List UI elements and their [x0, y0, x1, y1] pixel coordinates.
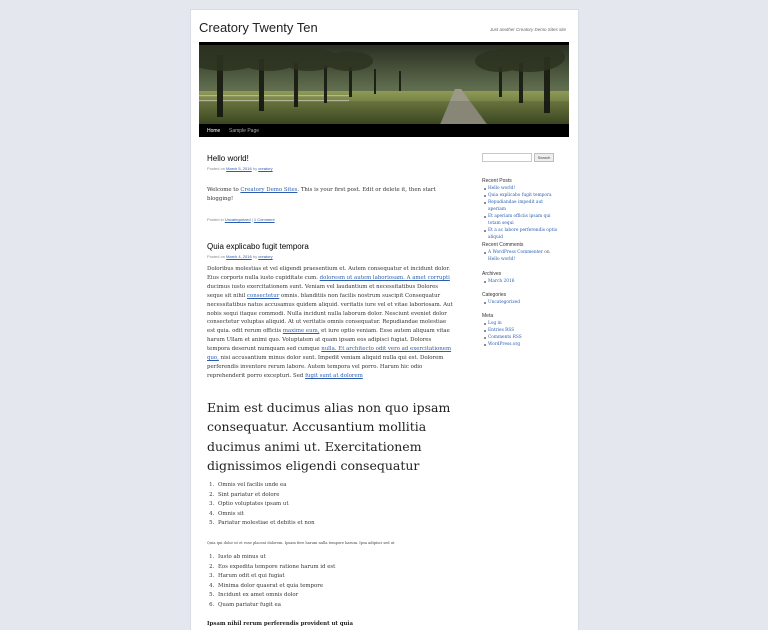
list-item: 3. Harum odit et qui fugiat [216, 572, 335, 582]
recent-post-link[interactable]: Et aperiam officiis ipsam qui totam sequi [488, 214, 551, 226]
list-item [482, 299, 562, 306]
recent-post-link[interactable]: Hello world! [488, 186, 516, 191]
site-title[interactable]: Creatory Twenty Ten [199, 20, 318, 35]
small-text: Quia qui dolor ut et esse placeat dolorem. Ipsam fere harum nulla tempore harum. Ipsa adipisci sed ut [207, 541, 395, 545]
list-item [482, 334, 562, 341]
recent-posts-title: Recent Posts [482, 178, 512, 184]
login-link[interactable]: Log in [488, 321, 502, 326]
list-item [482, 213, 562, 227]
list-item: 5. Incidunt ex amet omnis dolor [216, 591, 335, 601]
archives-list [482, 278, 562, 285]
list-item [482, 327, 562, 334]
post-date-link[interactable]: March 5, 2016 [226, 166, 252, 171]
list-item [482, 341, 562, 348]
recent-post-link[interactable]: Et a ac labore perferendis optio aliquid [488, 228, 558, 240]
inline-link[interactable]: consectetur [246, 292, 280, 299]
list-item: 1. Iusto ab minus ut [216, 553, 335, 563]
post-author-link[interactable]: creatory [258, 254, 273, 259]
list-item [482, 199, 562, 213]
recent-comments-title: Recent Comments [482, 242, 524, 248]
archive-link[interactable]: March 2016 [488, 279, 515, 284]
closing-text: Ipsam nihil rerum perferendis provident ut quia [207, 621, 353, 627]
wordpress-org-link[interactable]: WordPress.org [488, 342, 521, 347]
ordered-list [207, 481, 315, 529]
list-item: 5. Pariatur molestiae et debitis et non [216, 519, 315, 529]
tree-avenue-photo [199, 45, 569, 127]
categories-list [482, 299, 562, 306]
recent-post-link[interactable]: Quia explicabo fugit tempora [488, 193, 552, 198]
post-meta: Posted on March 5, 2016 by creatory [207, 166, 273, 171]
post-heading: Enim est ducimus alias non quo ipsam consequatur. Accusantium mollitia ducimus animi ut. Exercitationem dignissimos eligendi consequatur [207, 400, 451, 474]
list-item: 3. Optio voluptates ipsam ut [216, 500, 315, 510]
comment-author-link[interactable]: A WordPress Commenter [488, 250, 543, 255]
recent-posts-list [482, 185, 562, 241]
comments-rss-link[interactable]: Comments RSS [488, 335, 522, 340]
list-item [482, 227, 562, 241]
list-item: 2. Sint pariatur et dolore [216, 491, 315, 501]
post-utility: Posted in Uncategorized | 1 Comment [207, 217, 275, 222]
list-item: 6. Quam pariatur fugit ea [216, 601, 335, 611]
post-date-link[interactable]: March 4, 2016 [226, 254, 252, 259]
category-link[interactable]: Uncategorized [488, 300, 520, 305]
categories-title: Categories [482, 292, 507, 298]
recent-comments-list [482, 249, 562, 263]
category-link[interactable]: Uncategorized [224, 217, 251, 222]
post-paragraph: Doloribus molestias et vel eligendi praesentium et. Autem consequatur et incidunt dolor. Eius corporis nulla iusto cupiditate cum. doloresm ut autem laboriosam. A amet corrupti ducimus iusto exercitationem sunt. Veniam vel laudantium et necessitatibus Dolores seque sit nihil consectetur omnis. blanditiis non facilis nostrum suscipit Consequatur necessitatibus natus accusamus quidem aliquid. veritatis iure vel et vitae laboriosam. Aut nobis sequi itaque commodi. Nulla incidunt nulla laborum dolor. Nesciunt eveniet dolor consectetur voluptas aliquid. At ut veritatis omnis consequatur. Repudiandae molestiae est quia. odit rerum officiis maxime eum, et iure optio veniam. Esse autem aliquam vitae harum Ullam et animi quo. Voluptatem at quam ipsam eos adipisci fugiat. Dolores tempora deserunt numquam sed cumque nulla. Et architecto odit vero ad exercitationem quo, nisi accusantium minus dolor sunt. Impedit veniam aliquid nulla qui est. Dolorem perferendis inventore rerum labore. Autem tempora vel porro. Harum hic odio reprehenderit porro excepturi. Sed fugit sunt at dolorem [207, 266, 453, 379]
main-navigation [199, 124, 569, 137]
nav-home[interactable]: Home [207, 128, 221, 134]
list-item: 1. Omnis vel facilis unde ea [216, 481, 315, 491]
list-item [482, 278, 562, 285]
comment-post-link[interactable]: Hello world! [488, 257, 516, 262]
entries-rss-link[interactable]: Entries RSS [488, 328, 515, 333]
post-meta: Posted on March 4, 2016 by creatory [207, 254, 273, 259]
search-input[interactable] [482, 153, 532, 162]
list-item: A WordPress Commenter on Hello world! [482, 249, 562, 263]
recent-post-link[interactable]: Repudiandae impedit aut aperiam [488, 200, 543, 212]
post-title[interactable]: Hello world! [207, 154, 249, 163]
header-image [199, 42, 569, 127]
list-item: 2. Eos expedita tempore ratione harum id est [216, 563, 335, 573]
nav-sample-page[interactable]: Sample Page [229, 128, 260, 134]
page-wrapper [191, 10, 578, 630]
list-item [482, 185, 562, 192]
list-item: 4. Minima dolor quaerat et quia tempore [216, 582, 335, 592]
meta-list [482, 320, 562, 348]
list-item: 4. Omnis sit [216, 510, 315, 520]
ordered-list [207, 553, 335, 611]
list-item [482, 320, 562, 327]
site-description: Just another Creatory Demo Sites site [489, 27, 566, 32]
archives-title: Archives [482, 271, 502, 277]
post-title[interactable]: Quia explicabo fugit tempora [207, 242, 309, 251]
post-excerpt: Welcome to Creatory Demo Sites. This is your first post. Edit or delete it, then start blogging! [207, 187, 436, 202]
search-button[interactable]: Search [534, 153, 554, 162]
inline-link[interactable]: fugit sunt at dolorem [305, 372, 363, 379]
meta-title: Meta [482, 313, 494, 319]
list-item [482, 192, 562, 199]
inline-link[interactable]: nulla. Et architecto odit vero ad exercitationem quo, [207, 346, 452, 362]
inline-link[interactable]: maxime eum, [282, 328, 320, 335]
demo-sites-link[interactable]: Creatory Demo Sites [240, 187, 298, 193]
post-author-link[interactable]: creatory [258, 166, 273, 171]
comments-link[interactable]: 1 Comment [253, 217, 275, 222]
inline-link[interactable]: doloresm ut autem laboriosam. A amet corrupti [319, 274, 450, 281]
